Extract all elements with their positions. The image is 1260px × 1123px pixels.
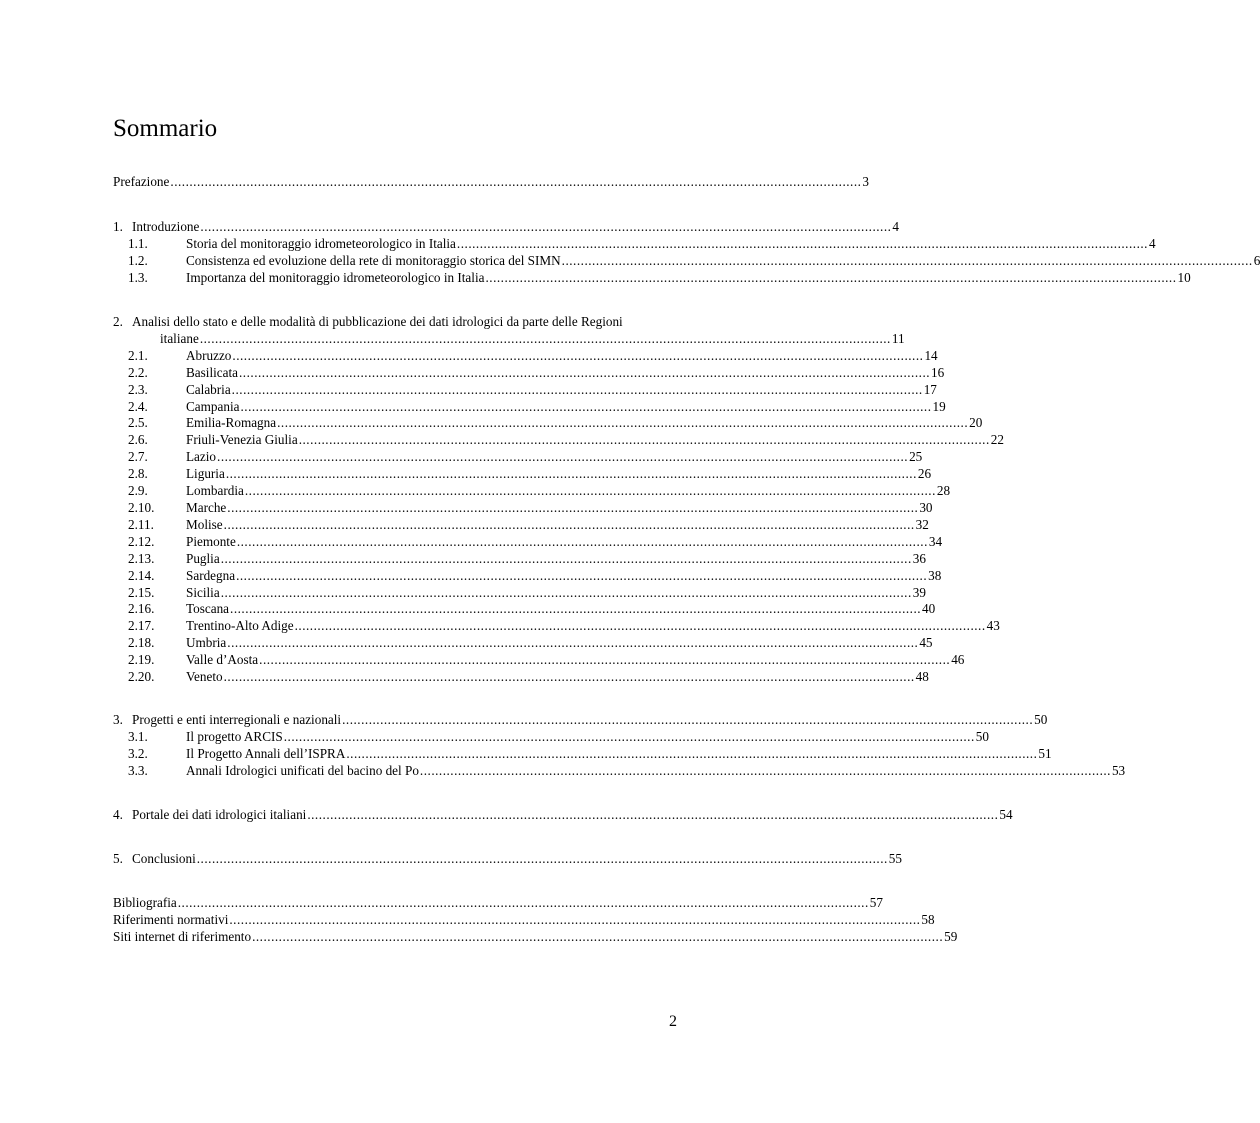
toc-label: Sardegna [186,568,236,583]
toc-number: 2.6. [128,432,148,447]
toc-number: 2.8. [128,466,148,481]
toc-page: 20 [969,415,983,430]
toc-entry-2-1[interactable] [128,347,938,364]
toc-label: Consistenza ed evoluzione della rete di monitoraggio storica del SIMN [186,253,561,268]
toc-entry-chapter-2-line1[interactable] [113,313,680,330]
toc-label: Valle d’Aosta [186,652,259,667]
toc-label: Toscana [186,601,230,616]
dot-leader: ...................................................................................................................................................................................... [236,568,928,583]
toc-number: 3.3. [128,763,148,778]
toc-label: Veneto [186,669,223,684]
dot-leader: ...................................................................................................................................................................................... [229,912,921,927]
dot-leader: ...................................................................................................................................................................................... [259,652,951,667]
toc-entry-chapter-1[interactable] [113,218,900,235]
dot-leader: ...................................................................................................................................................................................... [240,399,932,414]
toc-label: Il Progetto Annali dell’ISPRA [186,746,346,761]
toc-entry-2-8[interactable] [128,465,932,482]
toc-label: Campania [186,399,240,414]
toc-page: 50 [1034,712,1048,727]
dot-leader: ...................................................................................................................................................................................... [223,517,915,532]
toc-page: 57 [869,895,883,910]
toc-number: 2.7. [128,449,148,464]
toc-label: Sicilia [186,585,220,600]
toc-number: 3.1. [128,729,148,744]
dot-leader: ...................................................................................................................................................................................... [220,585,912,600]
toc-label: Annali Idrologici unificati del bacino del Po [186,763,419,778]
toc-page: 38 [928,568,942,583]
toc-number: 2.10. [128,500,155,515]
toc-number: 2.11. [128,517,154,532]
toc-number: 2.4. [128,399,148,414]
dot-leader: ...................................................................................................................................................................................... [277,415,969,430]
toc-label: Siti internet di riferimento [113,929,252,944]
toc-number: 4. [113,807,123,822]
toc-label: Molise [186,517,223,532]
toc-entry-2-19[interactable] [128,651,965,668]
toc-number: 2. [113,314,123,329]
toc-entry-2-16[interactable] [128,600,936,617]
toc-number: 3.2. [128,746,148,761]
toc-entry-2-7[interactable] [128,448,923,465]
toc-page: 59 [944,929,958,944]
toc-entry-chapter-4[interactable] [113,806,1013,823]
toc-number: 2.14. [128,568,155,583]
page-title: Sommario [113,115,218,142]
toc-entry-3-3[interactable] [128,762,1126,779]
toc-label: Lombardia [186,483,244,498]
toc-page: 25 [909,449,923,464]
toc-page: 50 [975,729,989,744]
dot-leader: ...................................................................................................................................................................................... [485,270,1177,285]
toc-entry-2-2[interactable] [128,364,945,381]
dot-leader: ...................................................................................................................................................................................... [217,449,909,464]
toc-page: 4 [892,219,900,234]
toc-label: Basilicata [186,365,238,380]
toc-entry-chapter-3[interactable] [113,711,1048,728]
dot-leader: ...................................................................................................................................................................................... [223,669,915,684]
toc-label: Calabria [186,382,231,397]
toc-entry-2-14[interactable] [128,567,942,584]
toc-entry-3-2[interactable] [128,745,1052,762]
toc-label: Friuli-Venezia Giulia [186,432,298,447]
toc-entry-2-5[interactable] [128,414,983,431]
toc-entry-chapter-5[interactable] [113,850,902,867]
dot-leader: ...................................................................................................................................................................................... [346,746,1038,761]
toc-page: 6 [1253,253,1260,268]
dot-leader: ...................................................................................................................................................................................... [244,483,936,498]
toc-page: 55 [888,851,902,866]
dot-leader: ...................................................................................................................................................................................... [561,253,1253,268]
dot-leader: ...................................................................................................................................................................................... [200,219,892,234]
toc-number: 2.19. [128,652,155,667]
toc-label: Progetti e enti interregionali e nazionali [132,712,342,727]
toc-label: Abruzzo [186,348,232,363]
toc-page: 36 [912,551,926,566]
toc-label: Storia del monitoraggio idrometeorologico in Italia [186,236,456,251]
toc-label: Importanza del monitoraggio idrometeorologico in Italia [186,270,485,285]
dot-leader: ...................................................................................................................................................................................... [236,534,928,549]
toc-label: Marche [186,500,227,515]
toc-label: Puglia [186,551,220,566]
dot-leader: ...................................................................................................................................................................................... [196,851,888,866]
toc-label: Il progetto ARCIS [186,729,283,744]
toc-page: 51 [1038,746,1052,761]
toc-entry-1-3[interactable] [128,269,1191,286]
dot-leader: ...................................................................................................................................................................................... [307,807,999,822]
toc-number: 2.16. [128,601,155,616]
toc-entry-2-6[interactable] [128,431,1004,448]
toc-page: 46 [951,652,965,667]
dot-leader: ...................................................................................................................................................................................... [227,635,919,650]
toc-number: 1.1. [128,236,148,251]
toc-entry-prefazione[interactable] [113,173,870,190]
toc-page: 26 [917,466,932,481]
toc-page: 11 [891,331,905,346]
toc-number: 1. [113,219,123,234]
dot-leader: ...................................................................................................................................................................................... [342,712,1034,727]
toc-number: 2.1. [128,348,148,363]
toc-entry-2-18[interactable] [128,634,933,651]
dot-leader: ...................................................................................................................................................................................... [227,500,919,515]
toc-page: 30 [919,500,933,515]
toc-label: Riferimenti normativi [113,912,229,927]
toc-label: Analisi dello stato e delle modalità di pubblicazione dei dati idrologici da parte delle Regioni [132,314,623,329]
dot-leader: ...................................................................................................................................................................................... [232,348,924,363]
dot-leader: ...................................................................................................................................................................................... [230,601,922,616]
toc-entry-riferimenti-normativi[interactable] [113,911,935,928]
toc-entry-2-4[interactable] [128,398,946,415]
toc-number: 1.2. [128,253,148,268]
dot-leader: ...................................................................................................................................................................................... [231,382,923,397]
toc-label: Conclusioni [132,851,196,866]
dot-leader: ...................................................................................................................................................................................... [283,729,975,744]
toc-page: 28 [936,483,951,498]
toc-page: 40 [922,601,936,616]
toc-number: 3. [113,712,123,727]
dot-leader: ...................................................................................................................................................................................... [298,432,990,447]
dot-leader: ...................................................................................................................................................................................... [239,365,931,380]
toc-label: Introduzione [132,219,200,234]
toc-number: 2.20. [128,669,155,684]
toc-page: 17 [923,382,937,397]
toc-entry-siti-internet[interactable] [113,928,958,945]
dot-leader: ...................................................................................................................................................................................... [199,331,891,346]
toc-number: 2.12. [128,534,155,549]
toc-page: 43 [986,618,1000,633]
toc-entry-2-15[interactable] [128,584,926,601]
toc-number: 2.15. [128,585,155,600]
toc-page: 4 [1148,236,1156,251]
toc-entry-1-2[interactable] [128,252,1260,269]
toc-page: 39 [912,585,926,600]
toc-label: Trentino-Alto Adige [186,618,294,633]
toc-label: Lazio [186,449,217,464]
toc-page: 54 [999,807,1013,822]
toc-page: 10 [1177,270,1191,285]
toc-entry-2-12[interactable] [128,533,943,550]
toc-page: 53 [1111,763,1126,778]
toc-number: 2.18. [128,635,155,650]
page-number: 2 [669,1013,677,1030]
toc-page: 14 [924,348,938,363]
toc-page: 45 [919,635,933,650]
toc-label: Piemonte [186,534,236,549]
toc-number: 2.2. [128,365,148,380]
toc-number: 2.5. [128,415,148,430]
dot-leader: ...................................................................................................................................................................................... [225,466,917,481]
toc-page: 34 [928,534,943,549]
toc-page: 3 [862,174,870,189]
toc-number: 5. [113,851,123,866]
toc-page: 22 [990,432,1004,447]
toc-page: 19 [932,399,946,414]
toc-entry-2-3[interactable] [128,381,937,398]
toc-entry-3-1[interactable] [128,728,989,745]
toc-number: 2.9. [128,483,148,498]
toc-page: 48 [915,669,929,684]
dot-leader: ...................................................................................................................................................................................... [220,551,912,566]
dot-leader: ...................................................................................................................................................................................... [294,618,986,633]
dot-leader: ...................................................................................................................................................................................... [170,174,862,189]
toc-label: Prefazione [113,174,170,189]
toc-entry-2-17[interactable] [128,617,1000,634]
toc-page: 32 [915,517,929,532]
toc-entry-bibliografia[interactable] [113,894,883,911]
toc-label: italiane [160,331,199,346]
toc-label: Umbria [186,635,227,650]
toc-entry-2-13[interactable] [128,550,926,567]
dot-leader: ...................................................................................................................................................................................... [456,236,1148,251]
toc-entry-1-1[interactable] [128,235,1156,252]
toc-number: 2.3. [128,382,148,397]
toc-label: Liguria [186,466,225,481]
toc-entry-chapter-2-line2[interactable] [160,330,905,347]
toc-label: Emilia-Romagna [186,415,277,430]
toc-page: 58 [921,912,935,927]
toc-entry-2-11[interactable] [128,516,929,533]
toc-page: 16 [931,365,945,380]
toc-label: Portale dei dati idrologici italiani [132,807,307,822]
dot-leader: ...................................................................................................................................................................................... [419,763,1111,778]
toc-entry-2-10[interactable] [128,499,933,516]
dot-leader: ...................................................................................................................................................................................... [177,895,869,910]
toc-number: 2.17. [128,618,155,633]
toc-number: 1.3. [128,270,148,285]
toc-number: 2.13. [128,551,155,566]
dot-leader: ...................................................................................................................................................................................... [252,929,944,944]
toc-label: Bibliografia [113,895,177,910]
toc-entry-2-20[interactable] [128,668,929,685]
toc-entry-2-9[interactable] [128,482,951,499]
